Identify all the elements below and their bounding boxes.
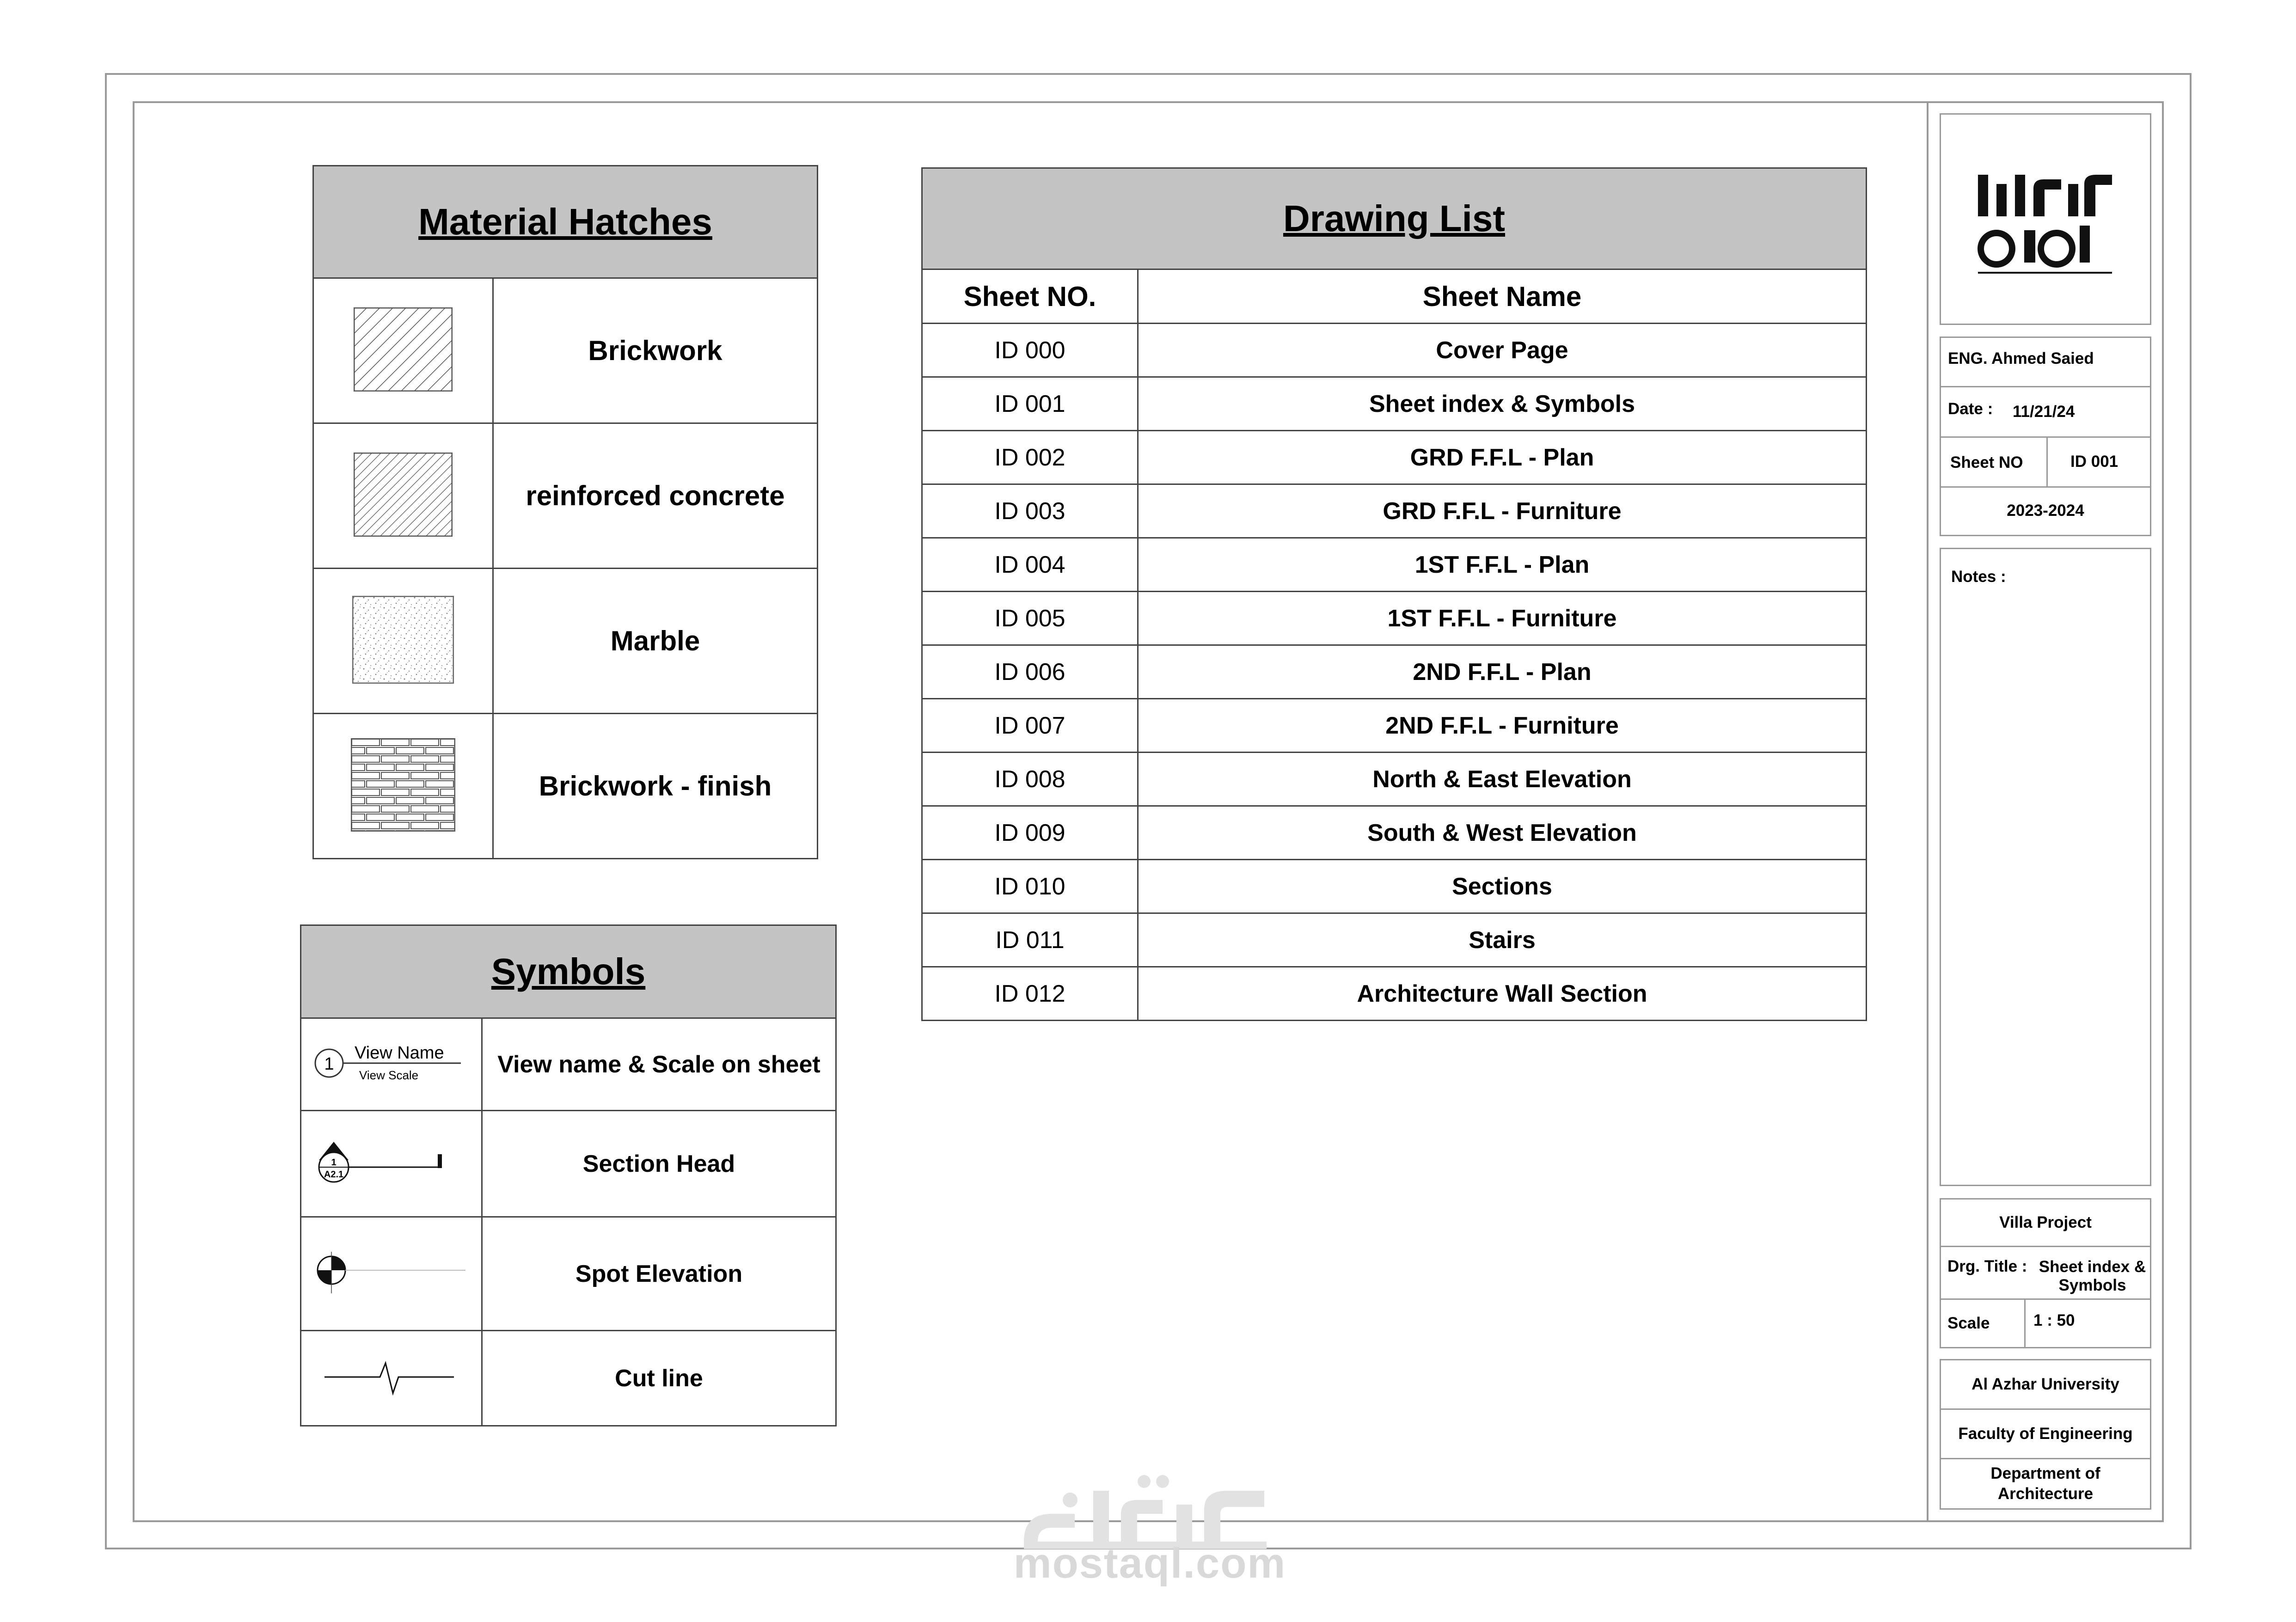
sheet-no-label: Sheet NO <box>1950 453 2023 471</box>
sheet-name-cell: Cover Page <box>1138 324 1867 377</box>
divider <box>1941 1298 2150 1300</box>
engineer-name: ENG. Ahmed Saied <box>1948 349 2094 367</box>
sheet-no-cell: ID 009 <box>922 806 1138 860</box>
diagonal-hatch-icon <box>354 307 453 392</box>
sheet-no-cell: ID 012 <box>922 967 1138 1021</box>
view-scale-text: View Scale <box>359 1068 418 1082</box>
table-row <box>922 377 1867 431</box>
sheet-no-cell: ID 011 <box>922 913 1138 967</box>
table-row <box>922 324 1867 377</box>
hatch-label: Marble <box>493 569 818 714</box>
material-hatches-table <box>312 165 818 859</box>
project-box <box>1940 1198 2151 1348</box>
hatch-row <box>313 423 818 569</box>
table-row <box>922 431 1867 484</box>
symbol-row <box>301 1018 836 1111</box>
drawing-title-label: Drg. Title : <box>1947 1257 2027 1275</box>
view-number: 1 <box>324 1054 334 1074</box>
section-number: 1 <box>331 1157 337 1168</box>
hatch-row <box>313 714 818 859</box>
symbol-row <box>301 1111 836 1217</box>
al-azhar-logo <box>1941 115 2150 324</box>
sheet-name-header: Sheet Name <box>1138 269 1867 324</box>
sheet-no-cell: ID 005 <box>922 592 1138 645</box>
sheet-name-cell: Stairs <box>1138 913 1867 967</box>
sheet-no-cell: ID 006 <box>922 645 1138 699</box>
hatch-label: reinforced concrete <box>493 423 818 569</box>
section-head-icon <box>311 1135 472 1190</box>
stipple-hatch-icon <box>352 596 454 684</box>
notes-label: Notes : <box>1951 568 2006 586</box>
hatch-label: Brickwork <box>493 278 818 423</box>
faculty-name: Faculty of Engineering <box>1958 1425 2133 1443</box>
table-row <box>922 592 1867 645</box>
notes-box <box>1940 548 2151 1186</box>
hatch-row <box>313 569 818 714</box>
sheet-name-cell: Sections <box>1138 860 1867 913</box>
table-row <box>922 645 1867 699</box>
symbol-label: View name & Scale on sheet <box>482 1018 836 1111</box>
sheet-no-cell: ID 003 <box>922 484 1138 538</box>
view-title-icon <box>311 1038 472 1089</box>
fine-diagonal-hatch-icon <box>354 453 453 537</box>
section-sheet: A2.1 <box>324 1169 343 1180</box>
drawing-list-table <box>921 167 1867 1021</box>
symbol-label: Spot Elevation <box>482 1217 836 1331</box>
divider <box>1941 386 2150 387</box>
hatch-label: Brickwork - finish <box>493 714 818 859</box>
sheet-name-cell: South & West Elevation <box>1138 806 1867 860</box>
sheet-name-cell: Architecture Wall Section <box>1138 967 1867 1021</box>
symbol-label: Cut line <box>482 1331 836 1426</box>
scale-label: Scale <box>1947 1314 1990 1332</box>
sheet-no-cell: ID 002 <box>922 431 1138 484</box>
sheet-name-cell: 1ST F.F.L - Plan <box>1138 538 1867 592</box>
sheet-no-cell: ID 007 <box>922 699 1138 753</box>
sheet-name-cell: North & East Elevation <box>1138 753 1867 806</box>
sheet-no-cell: ID 008 <box>922 753 1138 806</box>
symbol-row <box>301 1331 836 1426</box>
sheet-name-cell: GRD F.F.L - Furniture <box>1138 484 1867 538</box>
symbols-table <box>300 924 837 1426</box>
department-name: Department of Architecture <box>1990 1464 2100 1503</box>
sheet-name-cell: 2ND F.F.L - Plan <box>1138 645 1867 699</box>
sheet-name-cell: GRD F.F.L - Plan <box>1138 431 1867 484</box>
institution-box <box>1940 1359 2151 1510</box>
divider <box>2024 1298 2026 1347</box>
project-name: Villa Project <box>1999 1213 2092 1231</box>
material-hatches-title: Material Hatches <box>313 166 818 278</box>
divider <box>1941 1246 2150 1247</box>
spot-elevation-icon <box>311 1245 472 1300</box>
divider <box>2046 436 2048 486</box>
sheet-no-cell: ID 001 <box>922 377 1138 431</box>
table-row <box>922 484 1867 538</box>
sheet-name-cell: 2ND F.F.L - Furniture <box>1138 699 1867 753</box>
table-row <box>922 699 1867 753</box>
table-row <box>922 860 1867 913</box>
title-block-divider <box>1927 101 1929 1522</box>
university-name: Al Azhar University <box>1971 1375 2119 1393</box>
sheet-no-value: ID 001 <box>2070 453 2118 471</box>
brick-pattern-icon <box>351 738 455 832</box>
hatch-row <box>313 278 818 423</box>
sheet-no-header: Sheet NO. <box>922 269 1138 324</box>
sheet-no-cell: ID 010 <box>922 860 1138 913</box>
academic-year: 2023-2024 <box>2007 501 2084 520</box>
date-label: Date : <box>1948 400 1993 418</box>
scale-value: 1 : 50 <box>2033 1311 2075 1329</box>
symbol-row <box>301 1217 836 1331</box>
table-row <box>922 753 1867 806</box>
sheet-name-cell: 1ST F.F.L - Furniture <box>1138 592 1867 645</box>
logo-box <box>1940 113 2151 325</box>
cut-line-icon <box>311 1349 472 1405</box>
sheet-no-cell: ID 004 <box>922 538 1138 592</box>
table-row <box>922 913 1867 967</box>
watermark-text: mostaql.com <box>1013 1540 1286 1587</box>
date-value: 11/21/24 <box>2013 403 2075 421</box>
table-row <box>922 967 1867 1021</box>
drawing-title-value: Sheet index & Symbols <box>2039 1258 2146 1294</box>
info-box <box>1940 337 2151 536</box>
sheet-name-cell: Sheet index & Symbols <box>1138 377 1867 431</box>
view-name-text: View Name <box>354 1043 444 1063</box>
table-row <box>922 806 1867 860</box>
divider <box>1941 436 2150 438</box>
table-row <box>922 538 1867 592</box>
symbol-label: Section Head <box>482 1111 836 1217</box>
symbols-title: Symbols <box>301 925 836 1018</box>
drawing-list-title: Drawing List <box>922 168 1867 269</box>
sheet-no-cell: ID 000 <box>922 324 1138 377</box>
